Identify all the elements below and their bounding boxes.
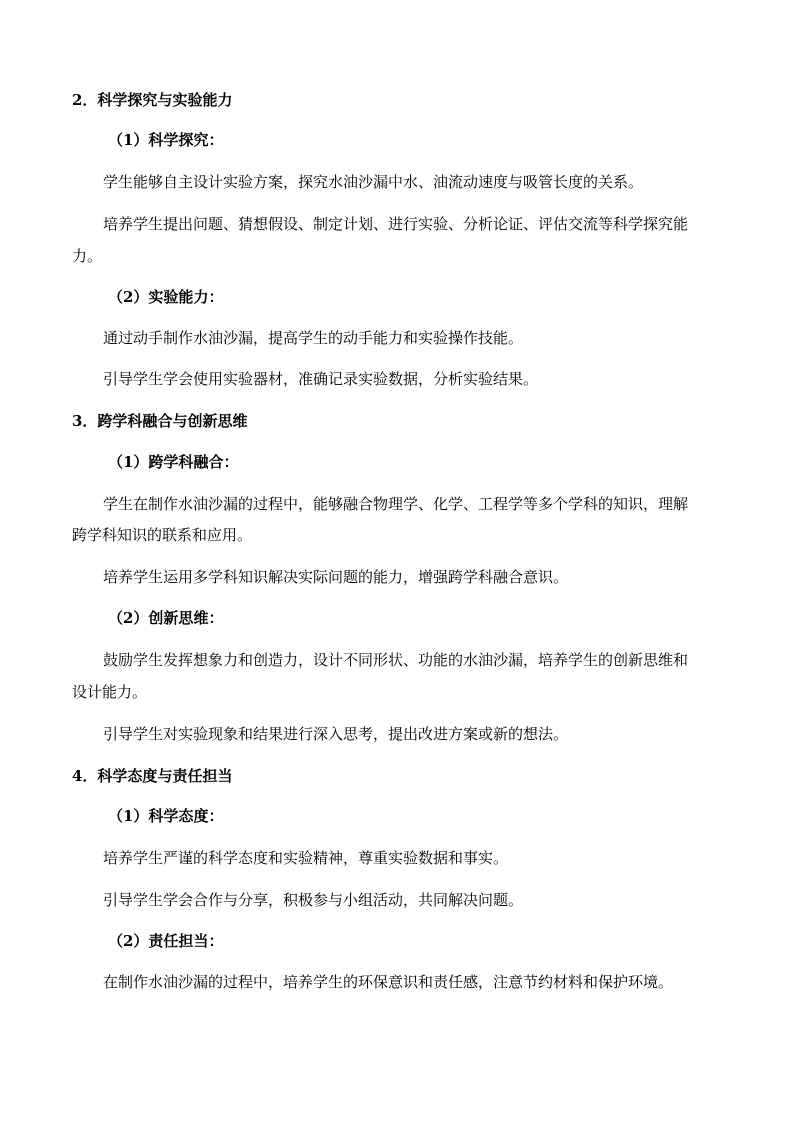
subsection-heading-interdisciplinary: （1）跨学科融合： [108, 453, 239, 471]
section-heading-4: 4．科学态度与责任担当 [72, 767, 233, 785]
subsection-heading-scientific-inquiry: （1）科学探究： [108, 131, 224, 149]
paragraph: 鼓励学生发挥想象力和创造力，设计不同形状、功能的水油沙漏，培养学生的创新思维和 [103, 651, 689, 669]
paragraph: 学生在制作水油沙漏的过程中，能够融合物理学、化学、工程学等多个学科的知识，理解 [103, 495, 689, 513]
paragraph: 引导学生学会使用实验器材，准确记录实验数据，分析实验结果。 [103, 370, 539, 388]
paragraph-continuation: 力。 [72, 247, 103, 265]
section-heading-2: 2．科学探究与实验能力 [72, 91, 233, 109]
paragraph-continuation: 跨学科知识的联系和应用。 [72, 526, 253, 544]
subsection-heading-innovative-thinking: （2）创新思维： [108, 609, 224, 627]
paragraph: 引导学生学会合作与分享，积极参与小组活动，共同解决问题。 [103, 891, 524, 909]
paragraph: 引导学生对实验现象和结果进行深入思考，提出改进方案或新的想法。 [103, 725, 569, 743]
paragraph: 培养学生提出问题、猜想假设、制定计划、进行实验、分析论证、评估交流等科学探究能 [103, 215, 689, 233]
section-heading-3: 3．跨学科融合与创新思维 [72, 412, 248, 430]
paragraph: 在制作水油沙漏的过程中，培养学生的环保意识和责任感，注意节约材料和保护环境。 [103, 973, 674, 991]
paragraph: 通过动手制作水油沙漏，提高学生的动手能力和实验操作技能。 [103, 329, 524, 347]
paragraph: 培养学生运用多学科知识解决实际问题的能力，增强跨学科融合意识。 [103, 568, 569, 586]
paragraph: 培养学生严谨的科学态度和实验精神，尊重实验数据和事实。 [103, 849, 509, 867]
subsection-heading-experiment-ability: （2）实验能力： [108, 288, 224, 306]
paragraph: 学生能够自主设计实验方案，探究水油沙漏中水、油流动速度与吸管长度的关系。 [103, 173, 644, 191]
subsection-heading-responsibility: （2）责任担当： [108, 932, 224, 950]
paragraph-continuation: 设计能力。 [72, 683, 148, 701]
subsection-heading-scientific-attitude: （1）科学态度： [108, 807, 224, 825]
